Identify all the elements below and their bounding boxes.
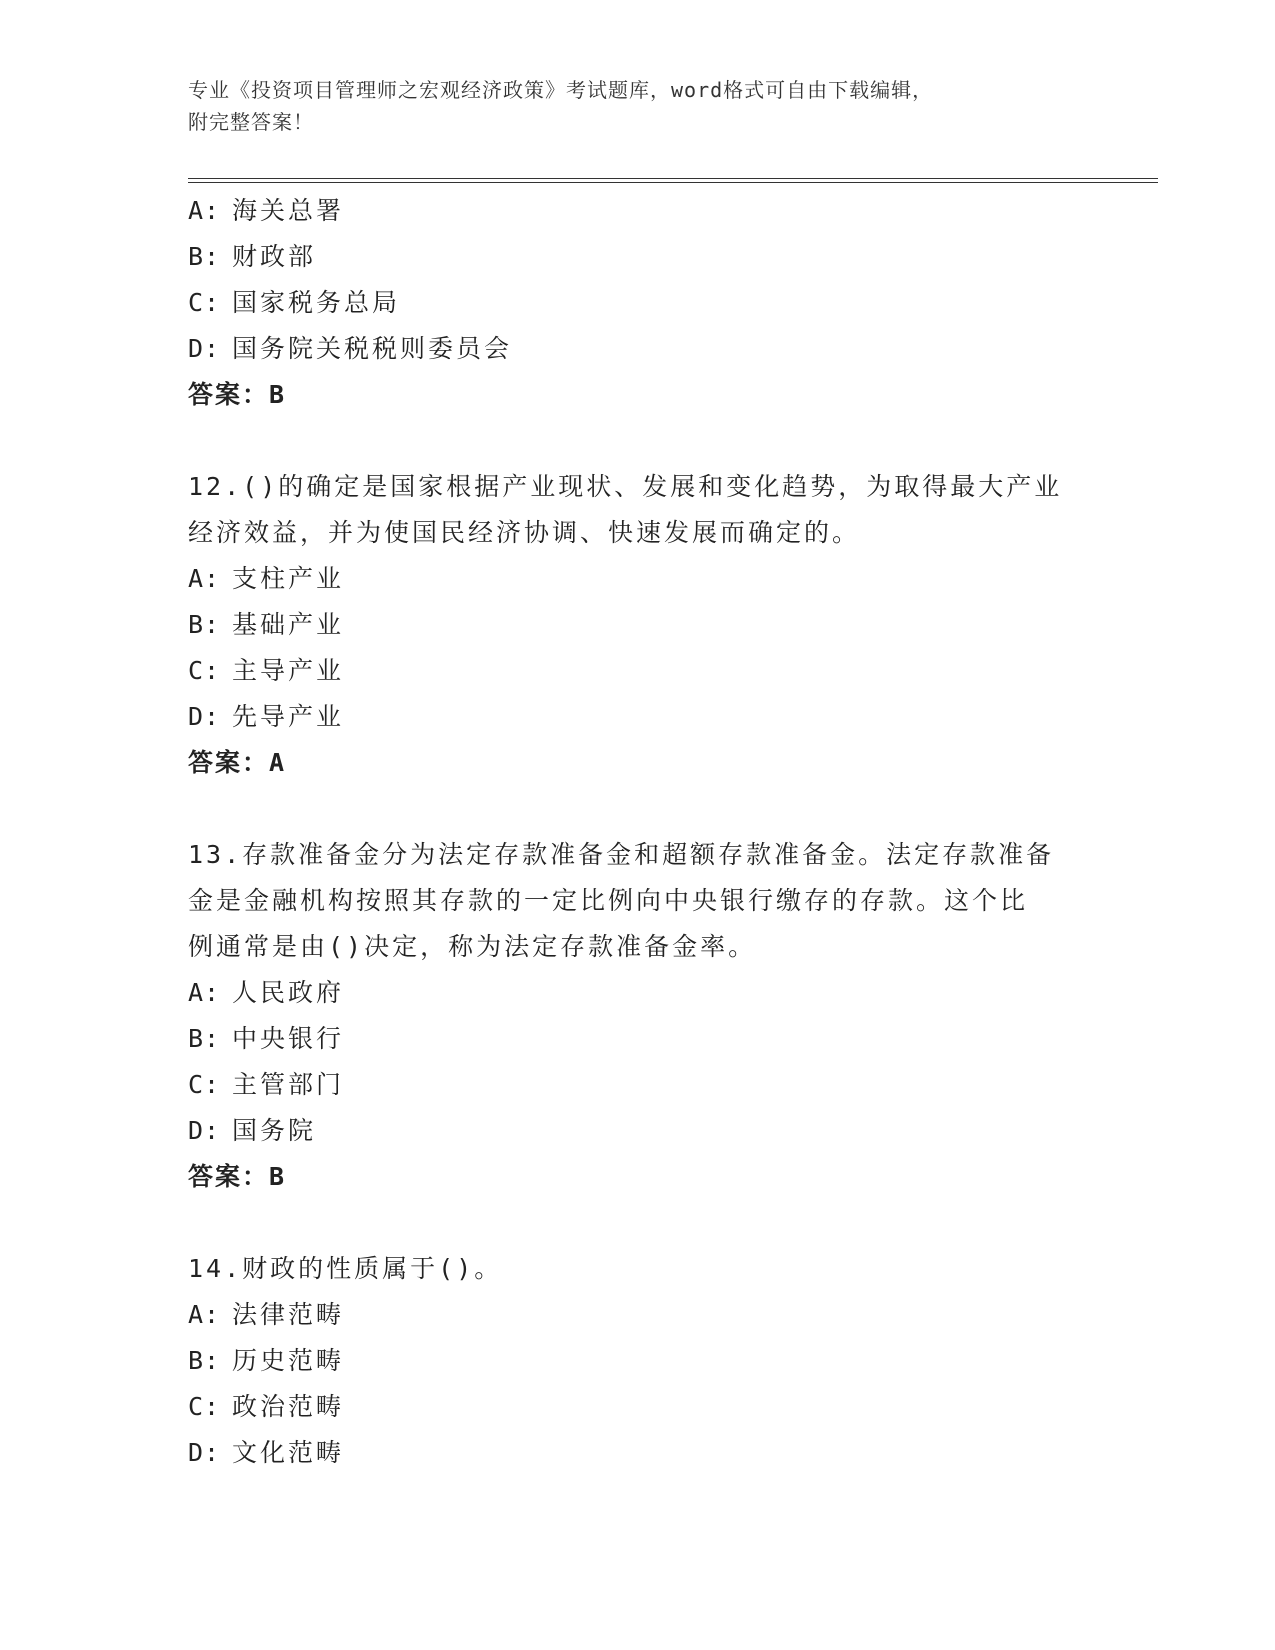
option-key: B: xyxy=(188,1346,221,1375)
option-key: C: xyxy=(188,1392,221,1421)
question-text-line: 14.财政的性质属于()。 xyxy=(188,1254,503,1283)
answer-line: 答案：B xyxy=(188,1162,287,1191)
header-divider-bottom xyxy=(188,182,1158,183)
option-text: 财政部 xyxy=(232,242,317,271)
option-text: 国务院 xyxy=(232,1116,317,1145)
question-list xyxy=(188,188,1158,1476)
spacer xyxy=(188,418,1158,464)
option-key: A: xyxy=(188,1300,221,1329)
header-divider-top xyxy=(188,178,1158,179)
option-text: 国家税务总局 xyxy=(232,288,401,317)
option-text: 法律范畴 xyxy=(232,1300,345,1329)
option-key: B: xyxy=(188,1024,221,1053)
option-text: 海关总署 xyxy=(232,196,345,225)
option-b xyxy=(188,1016,1158,1062)
question-11 xyxy=(188,188,1158,418)
answer-line: 答案：A xyxy=(188,748,287,777)
option-b xyxy=(188,1338,1158,1384)
header-line-1: 专业《投资项目管理师之宏观经济政策》考试题库，word格式可自由下载编辑， xyxy=(188,78,934,102)
option-d xyxy=(188,1108,1158,1154)
option-key: D: xyxy=(188,334,221,363)
option-key: A: xyxy=(188,196,221,225)
question-12 xyxy=(188,464,1158,786)
option-c xyxy=(188,280,1158,326)
question-text-line: 例通常是由()决定，称为法定存款准备金率。 xyxy=(188,932,757,961)
option-key: C: xyxy=(188,656,221,685)
option-text: 人民政府 xyxy=(232,978,345,1007)
option-d xyxy=(188,326,1158,372)
option-c xyxy=(188,1384,1158,1430)
option-text: 主导产业 xyxy=(232,656,345,685)
option-text: 支柱产业 xyxy=(232,564,345,593)
header-line-2: 附完整答案！ xyxy=(188,110,314,134)
option-text: 政治范畴 xyxy=(232,1392,345,1421)
option-c xyxy=(188,1062,1158,1108)
option-text: 国务院关税税则委员会 xyxy=(232,334,513,363)
answer-line: 答案：B xyxy=(188,380,287,409)
option-text: 历史范畴 xyxy=(232,1346,345,1375)
question-14 xyxy=(188,1246,1158,1476)
question-text-line: 12.()的确定是国家根据产业现状、发展和变化趋势，为取得最大产业 xyxy=(188,472,1063,501)
option-a xyxy=(188,188,1158,234)
option-text: 中央银行 xyxy=(232,1024,345,1053)
option-key: D: xyxy=(188,1116,221,1145)
document-header xyxy=(188,74,1068,138)
option-text: 主管部门 xyxy=(232,1070,345,1099)
option-key: B: xyxy=(188,610,221,639)
option-a xyxy=(188,970,1158,1016)
option-a xyxy=(188,1292,1158,1338)
question-13 xyxy=(188,832,1158,1200)
option-d xyxy=(188,1430,1158,1476)
option-key: D: xyxy=(188,1438,221,1467)
option-a xyxy=(188,556,1158,602)
option-d xyxy=(188,694,1158,740)
spacer xyxy=(188,786,1158,832)
option-text: 基础产业 xyxy=(232,610,345,639)
option-text: 文化范畴 xyxy=(232,1438,345,1467)
question-text-line: 13.存款准备金分为法定存款准备金和超额存款准备金。法定存款准备 xyxy=(188,840,1055,869)
option-key: C: xyxy=(188,1070,221,1099)
option-b xyxy=(188,234,1158,280)
question-text-line: 经济效益，并为使国民经济协调、快速发展而确定的。 xyxy=(188,518,861,547)
question-text-line: 金是金融机构按照其存款的一定比例向中央银行缴存的存款。这个比 xyxy=(188,886,1029,915)
option-b xyxy=(188,602,1158,648)
spacer xyxy=(188,1200,1158,1246)
option-text: 先导产业 xyxy=(232,702,345,731)
option-key: C: xyxy=(188,288,221,317)
option-key: A: xyxy=(188,564,221,593)
option-key: D: xyxy=(188,702,221,731)
option-key: A: xyxy=(188,978,221,1007)
option-key: B: xyxy=(188,242,221,271)
option-c xyxy=(188,648,1158,694)
